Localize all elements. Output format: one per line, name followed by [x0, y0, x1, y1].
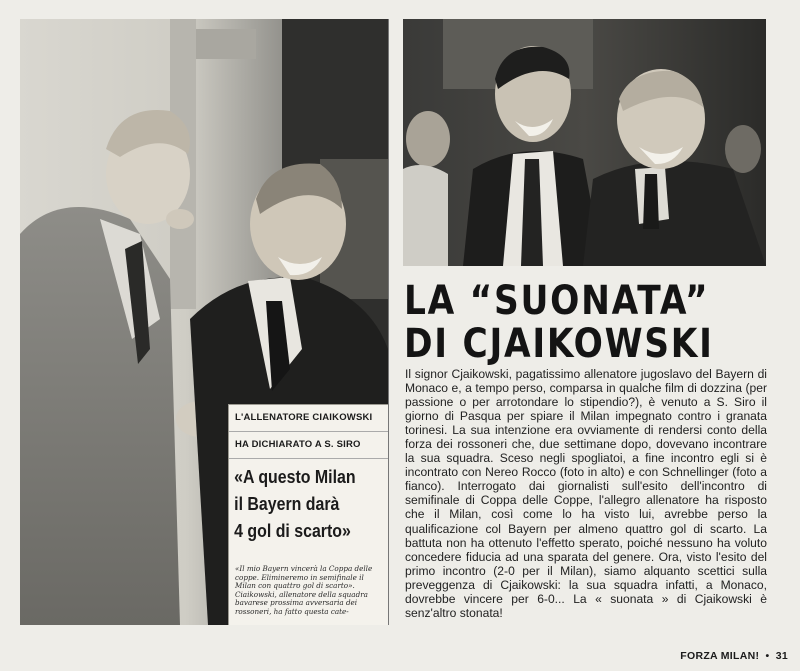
clipping-headline: [229, 459, 389, 544]
clipping-headline-line-3: 4 gol di scarto»: [234, 520, 351, 541]
clipping-kicker-2: HA DICHIARATO A S. SIRO: [229, 432, 389, 459]
clipping-headline-line-2: il Bayern darà: [234, 493, 340, 514]
page-footer: [680, 650, 788, 662]
article-headline-line-2: DI CJAIKOWSKI: [404, 321, 714, 367]
photo-schnellinger-cjaikowski: [20, 19, 389, 625]
page-number: 31: [775, 650, 788, 662]
clipping-kicker-1: L'ALLENATORE CIAIKOWSKI: [229, 405, 389, 432]
footer-separator: •: [765, 650, 770, 662]
article-body: Il signor Cjaikowski, pagatissimo allenatore jugoslavo del Bayern di Monaco e, a tempo perso, comparsa in qualche film di dozzina (per passione o per arrotondare lo stipendio?), è venuto a S. Siro il giorno di Pasqua per spiare il Milan impegnato contro i granata torinesi. La sua intenzione era ovviamente di rendersi conto della forza dei rossoneri che, due settimane dopo, dovevano incontrare la sua squadra. Sceso negli spogliatoi, a fine incontro egli si è incontrato con Nereo Rocco (foto in alto) e con Schnellinger (foto a fianco). Interrogato dai giornalisti sull'esito dell'incontro di semifinale di Coppa delle Coppe, l'allegro allenatore ha risposto che il Milan, così come lo ha visto lui, avrebbe perso la qualificazione col Bayern per almeno quattro gol di scarto. La battuta non ha ottenuto l'effetto sperato, poiché nessuno ha voluto concedere fiducia ad una sparata del genere. Ora, visto l'esito del primo incontro (2-0 per il Milan), siamo alquanto scettici sulla preveggenza di Cjaikowski: la sua squadra infatti, a Monaco, dovrebbe vincere per 6-0... La « suonata » di Cjaikowski è senz'altro stonata!: [405, 367, 767, 620]
clipping-headline-line-1: «A questo Milan: [234, 466, 356, 487]
article-headline-line-1: LA “SUONATA”: [404, 278, 710, 324]
clipping-body: «Il mio Bayern vincerà la Coppa delle coppe. Elimineremo in semifinale il Milan con quattro gol di scarto». Ciaikowski, allenatore della squadra bavarese prossima avversaria dei rossoneri, ha fatto questa cate-: [235, 564, 373, 616]
newspaper-clipping: [228, 404, 389, 625]
photo-rocco-cjaikowski: [403, 19, 766, 266]
magazine-name: FORZA MILAN!: [680, 650, 760, 662]
